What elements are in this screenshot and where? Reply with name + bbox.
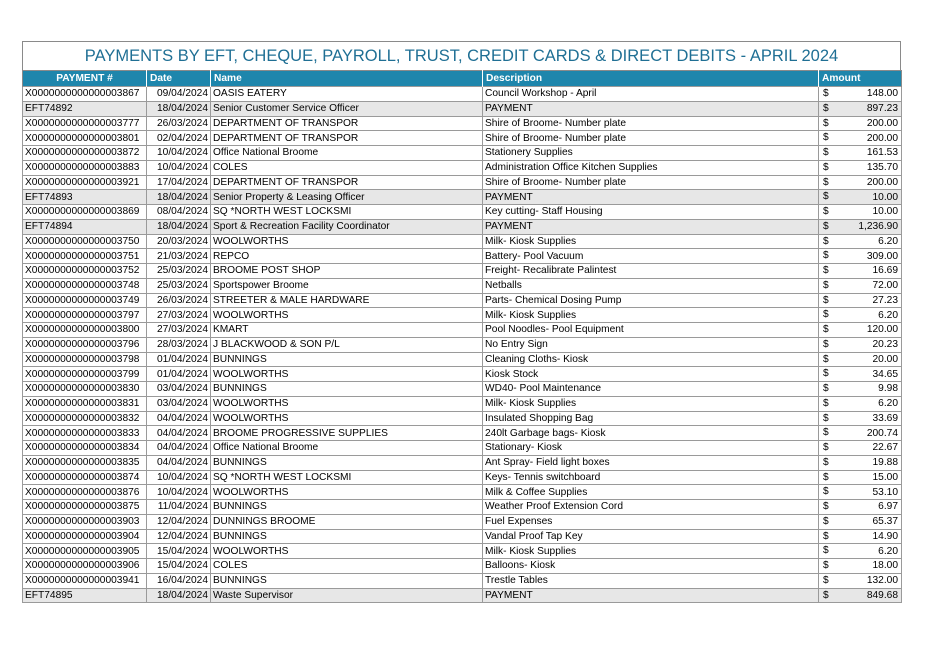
date-cell: 25/03/2024 bbox=[147, 278, 211, 293]
name-cell: BUNNINGS bbox=[211, 455, 483, 470]
payment-cell: X0000000000000003799 bbox=[23, 367, 147, 382]
date-cell: 12/04/2024 bbox=[147, 529, 211, 544]
description-cell: PAYMENT bbox=[483, 219, 819, 234]
table-row bbox=[23, 116, 902, 131]
date-cell: 26/03/2024 bbox=[147, 116, 211, 131]
table-row bbox=[23, 411, 902, 426]
amount-cell bbox=[819, 500, 902, 515]
name-cell: DEPARTMENT OF TRANSPOR bbox=[211, 175, 483, 190]
date-cell: 21/03/2024 bbox=[147, 249, 211, 264]
table-row bbox=[23, 190, 902, 205]
amount-value: 33.69 bbox=[872, 412, 898, 424]
payment-cell: X0000000000000003903 bbox=[23, 514, 147, 529]
currency-symbol: $ bbox=[823, 102, 829, 114]
table-row bbox=[23, 441, 902, 456]
payment-cell: EFT74895 bbox=[23, 588, 147, 603]
table-row bbox=[23, 175, 902, 190]
amount-cell bbox=[819, 234, 902, 249]
amount-value: 20.00 bbox=[872, 353, 898, 365]
amount-cell bbox=[819, 455, 902, 470]
amount-cell bbox=[819, 544, 902, 559]
amount-value: 6.97 bbox=[878, 501, 898, 513]
date-cell: 18/04/2024 bbox=[147, 101, 211, 116]
payment-cell: X0000000000000003798 bbox=[23, 352, 147, 367]
currency-symbol: $ bbox=[823, 206, 829, 217]
payment-cell: X0000000000000003834 bbox=[23, 441, 147, 456]
date-cell: 10/04/2024 bbox=[147, 146, 211, 161]
date-cell: 15/04/2024 bbox=[147, 559, 211, 574]
payment-cell: X0000000000000003749 bbox=[23, 293, 147, 308]
name-cell: BUNNINGS bbox=[211, 352, 483, 367]
date-cell: 28/03/2024 bbox=[147, 337, 211, 352]
description-cell: Vandal Proof Tap Key bbox=[483, 529, 819, 544]
amount-cell bbox=[819, 559, 902, 574]
date-cell: 20/03/2024 bbox=[147, 234, 211, 249]
description-cell: WD40- Pool Maintenance bbox=[483, 382, 819, 397]
name-cell: WOOLWORTHS bbox=[211, 308, 483, 323]
amount-cell bbox=[819, 588, 902, 603]
currency-symbol: $ bbox=[823, 574, 829, 586]
amount-cell bbox=[819, 101, 902, 116]
description-cell: Key cutting- Staff Housing bbox=[483, 205, 819, 220]
description-cell: Milk- Kiosk Supplies bbox=[483, 544, 819, 559]
name-cell: WOOLWORTHS bbox=[211, 411, 483, 426]
currency-symbol: $ bbox=[823, 117, 829, 129]
currency-symbol: $ bbox=[823, 161, 829, 173]
table-body bbox=[23, 87, 902, 603]
amount-cell bbox=[819, 352, 902, 367]
currency-symbol: $ bbox=[823, 368, 829, 380]
description-cell: Fuel Expenses bbox=[483, 514, 819, 529]
currency-symbol: $ bbox=[823, 176, 829, 188]
description-cell: Shire of Broome- Number plate bbox=[483, 175, 819, 190]
name-cell: BROOME PROGRESSIVE SUPPLIES bbox=[211, 426, 483, 441]
amount-value: 148.00 bbox=[866, 88, 898, 100]
table-row bbox=[23, 352, 902, 367]
description-cell: Battery- Pool Vacuum bbox=[483, 249, 819, 264]
description-cell: Parts- Chemical Dosing Pump bbox=[483, 293, 819, 308]
amount-cell bbox=[819, 485, 902, 500]
description-cell: Keys- Tennis switchboard bbox=[483, 470, 819, 485]
amount-cell bbox=[819, 382, 902, 397]
currency-symbol: $ bbox=[823, 383, 829, 394]
amount-value: 53.10 bbox=[872, 486, 898, 498]
payment-cell: X0000000000000003748 bbox=[23, 278, 147, 293]
table-row bbox=[23, 382, 902, 397]
amount-value: 1,236.90 bbox=[858, 221, 898, 233]
amount-value: 22.67 bbox=[872, 442, 898, 454]
amount-value: 6.20 bbox=[878, 235, 898, 247]
amount-value: 120.00 bbox=[866, 324, 898, 336]
description-cell: Freight- Recalibrate Palintest bbox=[483, 264, 819, 279]
name-cell: Office National Broome bbox=[211, 146, 483, 161]
payment-cell: X0000000000000003752 bbox=[23, 264, 147, 279]
table-row bbox=[23, 323, 902, 338]
name-cell: BUNNINGS bbox=[211, 573, 483, 588]
name-cell: Senior Property & Leasing Officer bbox=[211, 190, 483, 205]
amount-value: 849.68 bbox=[866, 589, 898, 601]
page-title: PAYMENTS BY EFT, CHEQUE, PAYROLL, TRUST, CREDIT CARDS & DIRECT DEBITS - APRIL 2024 bbox=[22, 41, 901, 70]
name-cell: WOOLWORTHS bbox=[211, 485, 483, 500]
name-cell: WOOLWORTHS bbox=[211, 396, 483, 411]
currency-symbol: $ bbox=[823, 412, 829, 424]
date-cell: 18/04/2024 bbox=[147, 190, 211, 205]
payment-cell: X0000000000000003800 bbox=[23, 323, 147, 338]
date-cell: 04/04/2024 bbox=[147, 455, 211, 470]
table-row bbox=[23, 337, 902, 352]
column-header-name: Name bbox=[211, 71, 483, 87]
amount-value: 6.20 bbox=[878, 309, 898, 321]
date-cell: 18/04/2024 bbox=[147, 588, 211, 603]
payment-cell: X0000000000000003941 bbox=[23, 573, 147, 588]
currency-symbol: $ bbox=[823, 560, 829, 571]
date-cell: 25/03/2024 bbox=[147, 264, 211, 279]
amount-cell bbox=[819, 529, 902, 544]
amount-cell bbox=[819, 131, 902, 146]
amount-value: 15.00 bbox=[872, 471, 898, 483]
payment-cell: X0000000000000003750 bbox=[23, 234, 147, 249]
payment-cell: X0000000000000003876 bbox=[23, 485, 147, 500]
description-cell: Balloons- Kiosk bbox=[483, 559, 819, 574]
currency-symbol: $ bbox=[823, 545, 829, 557]
currency-symbol: $ bbox=[823, 265, 829, 276]
payment-cell: X0000000000000003777 bbox=[23, 116, 147, 131]
name-cell: COLES bbox=[211, 160, 483, 175]
payment-cell: X0000000000000003883 bbox=[23, 160, 147, 175]
currency-symbol: $ bbox=[823, 427, 829, 439]
description-cell: Cleaning Cloths- Kiosk bbox=[483, 352, 819, 367]
amount-cell bbox=[819, 470, 902, 485]
table-row bbox=[23, 278, 902, 293]
currency-symbol: $ bbox=[823, 191, 829, 203]
date-cell: 01/04/2024 bbox=[147, 352, 211, 367]
table-row bbox=[23, 500, 902, 515]
table-row bbox=[23, 485, 902, 500]
date-cell: 26/03/2024 bbox=[147, 293, 211, 308]
amount-value: 200.00 bbox=[866, 132, 898, 144]
name-cell: REPCO bbox=[211, 249, 483, 264]
currency-symbol: $ bbox=[823, 442, 829, 453]
description-cell: 240lt Garbage bags- Kiosk bbox=[483, 426, 819, 441]
date-cell: 03/04/2024 bbox=[147, 382, 211, 397]
name-cell: BUNNINGS bbox=[211, 500, 483, 515]
amount-value: 897.23 bbox=[866, 103, 898, 115]
currency-symbol: $ bbox=[823, 220, 829, 232]
table-row bbox=[23, 455, 902, 470]
amount-value: 161.53 bbox=[866, 147, 898, 159]
amount-value: 200.00 bbox=[866, 117, 898, 129]
description-cell: Stationery Supplies bbox=[483, 146, 819, 161]
amount-value: 14.90 bbox=[872, 530, 898, 542]
amount-cell bbox=[819, 190, 902, 205]
amount-cell bbox=[819, 205, 902, 220]
amount-value: 9.98 bbox=[878, 383, 898, 395]
name-cell: DUNNINGS BROOME bbox=[211, 514, 483, 529]
currency-symbol: $ bbox=[823, 530, 829, 542]
date-cell: 10/04/2024 bbox=[147, 160, 211, 175]
date-cell: 16/04/2024 bbox=[147, 573, 211, 588]
description-cell: Stationary- Kiosk bbox=[483, 441, 819, 456]
amount-cell bbox=[819, 264, 902, 279]
payments-sheet bbox=[22, 41, 901, 603]
name-cell: SQ *NORTH WEST LOCKSMI bbox=[211, 470, 483, 485]
table-row bbox=[23, 426, 902, 441]
payment-cell: X0000000000000003831 bbox=[23, 396, 147, 411]
date-cell: 03/04/2024 bbox=[147, 396, 211, 411]
description-cell: Shire of Broome- Number plate bbox=[483, 131, 819, 146]
name-cell: BUNNINGS bbox=[211, 382, 483, 397]
header-row bbox=[23, 71, 902, 87]
table-row bbox=[23, 529, 902, 544]
amount-value: 200.74 bbox=[866, 427, 898, 439]
amount-value: 20.23 bbox=[872, 339, 898, 351]
description-cell: Administration Office Kitchen Supplies bbox=[483, 160, 819, 175]
currency-symbol: $ bbox=[823, 486, 829, 498]
date-cell: 04/04/2024 bbox=[147, 411, 211, 426]
amount-cell bbox=[819, 87, 902, 102]
table-row bbox=[23, 146, 902, 161]
name-cell: COLES bbox=[211, 559, 483, 574]
name-cell: WOOLWORTHS bbox=[211, 234, 483, 249]
amount-cell bbox=[819, 514, 902, 529]
payment-cell: X0000000000000003869 bbox=[23, 205, 147, 220]
amount-cell bbox=[819, 367, 902, 382]
amount-value: 27.23 bbox=[872, 294, 898, 306]
table-row bbox=[23, 101, 902, 116]
date-cell: 11/04/2024 bbox=[147, 500, 211, 515]
description-cell: Kiosk Stock bbox=[483, 367, 819, 382]
amount-value: 65.37 bbox=[872, 516, 898, 528]
currency-symbol: $ bbox=[823, 250, 829, 262]
name-cell: Sport & Recreation Facility Coordinator bbox=[211, 219, 483, 234]
amount-value: 16.69 bbox=[872, 265, 898, 277]
currency-symbol: $ bbox=[823, 132, 829, 144]
date-cell: 27/03/2024 bbox=[147, 323, 211, 338]
payment-cell: X0000000000000003796 bbox=[23, 337, 147, 352]
currency-symbol: $ bbox=[823, 294, 829, 306]
column-header-description: Description bbox=[483, 71, 819, 87]
payment-cell: EFT74893 bbox=[23, 190, 147, 205]
name-cell: WOOLWORTHS bbox=[211, 367, 483, 382]
amount-value: 19.88 bbox=[872, 457, 898, 469]
name-cell: BROOME POST SHOP bbox=[211, 264, 483, 279]
payments-table bbox=[22, 70, 902, 603]
payment-cell: X0000000000000003904 bbox=[23, 529, 147, 544]
column-header-date: Date bbox=[147, 71, 211, 87]
payment-cell: X0000000000000003797 bbox=[23, 308, 147, 323]
payment-cell: X0000000000000003872 bbox=[23, 146, 147, 161]
payment-cell: X0000000000000003830 bbox=[23, 382, 147, 397]
payment-cell: X0000000000000003875 bbox=[23, 500, 147, 515]
currency-symbol: $ bbox=[823, 88, 829, 99]
currency-symbol: $ bbox=[823, 515, 829, 527]
description-cell: Insulated Shopping Bag bbox=[483, 411, 819, 426]
description-cell: Trestle Tables bbox=[483, 573, 819, 588]
amount-cell bbox=[819, 219, 902, 234]
description-cell: Shire of Broome- Number plate bbox=[483, 116, 819, 131]
currency-symbol: $ bbox=[823, 147, 829, 158]
amount-value: 10.00 bbox=[872, 191, 898, 203]
amount-value: 135.70 bbox=[866, 162, 898, 174]
table-row bbox=[23, 160, 902, 175]
table-row bbox=[23, 470, 902, 485]
amount-cell bbox=[819, 308, 902, 323]
date-cell: 17/04/2024 bbox=[147, 175, 211, 190]
table-row bbox=[23, 234, 902, 249]
table-row bbox=[23, 588, 902, 603]
amount-value: 34.65 bbox=[872, 368, 898, 380]
amount-value: 132.00 bbox=[866, 575, 898, 587]
payment-cell: X0000000000000003833 bbox=[23, 426, 147, 441]
date-cell: 15/04/2024 bbox=[147, 544, 211, 559]
table-row bbox=[23, 87, 902, 102]
payment-cell: X0000000000000003832 bbox=[23, 411, 147, 426]
payment-cell: X0000000000000003921 bbox=[23, 175, 147, 190]
description-cell: Netballs bbox=[483, 278, 819, 293]
amount-value: 200.00 bbox=[866, 176, 898, 188]
name-cell: J BLACKWOOD & SON P/L bbox=[211, 337, 483, 352]
amount-cell bbox=[819, 441, 902, 456]
date-cell: 01/04/2024 bbox=[147, 367, 211, 382]
currency-symbol: $ bbox=[823, 338, 829, 350]
currency-symbol: $ bbox=[823, 501, 829, 512]
amount-cell bbox=[819, 160, 902, 175]
date-cell: 12/04/2024 bbox=[147, 514, 211, 529]
date-cell: 08/04/2024 bbox=[147, 205, 211, 220]
table-row bbox=[23, 205, 902, 220]
payment-cell: X0000000000000003906 bbox=[23, 559, 147, 574]
table-row bbox=[23, 544, 902, 559]
amount-cell bbox=[819, 426, 902, 441]
currency-symbol: $ bbox=[823, 456, 829, 468]
amount-cell bbox=[819, 175, 902, 190]
currency-symbol: $ bbox=[823, 279, 829, 291]
payment-cell: EFT74892 bbox=[23, 101, 147, 116]
name-cell: BUNNINGS bbox=[211, 529, 483, 544]
table-row bbox=[23, 559, 902, 574]
name-cell: Senior Customer Service Officer bbox=[211, 101, 483, 116]
description-cell: Ant Spray- Field light boxes bbox=[483, 455, 819, 470]
table-row bbox=[23, 367, 902, 382]
date-cell: 18/04/2024 bbox=[147, 219, 211, 234]
amount-value: 18.00 bbox=[872, 560, 898, 572]
amount-cell bbox=[819, 573, 902, 588]
table-row bbox=[23, 131, 902, 146]
table-row bbox=[23, 249, 902, 264]
amount-cell bbox=[819, 337, 902, 352]
description-cell: No Entry Sign bbox=[483, 337, 819, 352]
name-cell: Sportspower Broome bbox=[211, 278, 483, 293]
payment-cell: X0000000000000003801 bbox=[23, 131, 147, 146]
payment-cell: X0000000000000003874 bbox=[23, 470, 147, 485]
description-cell: Council Workshop - April bbox=[483, 87, 819, 102]
currency-symbol: $ bbox=[823, 309, 829, 321]
currency-symbol: $ bbox=[823, 235, 829, 247]
name-cell: SQ *NORTH WEST LOCKSMI bbox=[211, 205, 483, 220]
table-row bbox=[23, 293, 902, 308]
currency-symbol: $ bbox=[823, 324, 829, 335]
table-row bbox=[23, 264, 902, 279]
name-cell: Office National Broome bbox=[211, 441, 483, 456]
description-cell: Milk & Coffee Supplies bbox=[483, 485, 819, 500]
name-cell: STREETER & MALE HARDWARE bbox=[211, 293, 483, 308]
name-cell: OASIS EATERY bbox=[211, 87, 483, 102]
amount-cell bbox=[819, 396, 902, 411]
description-cell: Milk- Kiosk Supplies bbox=[483, 396, 819, 411]
date-cell: 04/04/2024 bbox=[147, 426, 211, 441]
description-cell: PAYMENT bbox=[483, 190, 819, 205]
date-cell: 10/04/2024 bbox=[147, 470, 211, 485]
currency-symbol: $ bbox=[823, 353, 829, 365]
amount-cell bbox=[819, 249, 902, 264]
table-row bbox=[23, 514, 902, 529]
amount-cell bbox=[819, 293, 902, 308]
payment-cell: X0000000000000003867 bbox=[23, 87, 147, 102]
description-cell: Weather Proof Extension Cord bbox=[483, 500, 819, 515]
payment-cell: X0000000000000003905 bbox=[23, 544, 147, 559]
table-row bbox=[23, 573, 902, 588]
amount-cell bbox=[819, 278, 902, 293]
amount-cell bbox=[819, 411, 902, 426]
date-cell: 02/04/2024 bbox=[147, 131, 211, 146]
amount-value: 72.00 bbox=[872, 280, 898, 292]
amount-cell bbox=[819, 116, 902, 131]
table-row bbox=[23, 396, 902, 411]
description-cell: PAYMENT bbox=[483, 101, 819, 116]
name-cell: Waste Supervisor bbox=[211, 588, 483, 603]
name-cell: WOOLWORTHS bbox=[211, 544, 483, 559]
amount-value: 309.00 bbox=[866, 250, 898, 262]
currency-symbol: $ bbox=[823, 589, 829, 601]
column-header-amount: Amount bbox=[819, 71, 902, 87]
amount-value: 6.20 bbox=[878, 398, 898, 410]
date-cell: 27/03/2024 bbox=[147, 308, 211, 323]
payment-cell: X0000000000000003835 bbox=[23, 455, 147, 470]
amount-value: 10.00 bbox=[872, 206, 898, 218]
amount-cell bbox=[819, 323, 902, 338]
date-cell: 10/04/2024 bbox=[147, 485, 211, 500]
amount-value: 6.20 bbox=[878, 545, 898, 557]
description-cell: Milk- Kiosk Supplies bbox=[483, 308, 819, 323]
amount-cell bbox=[819, 146, 902, 161]
payment-cell: EFT74894 bbox=[23, 219, 147, 234]
column-header-payment: PAYMENT # bbox=[23, 71, 147, 87]
description-cell: Milk- Kiosk Supplies bbox=[483, 234, 819, 249]
currency-symbol: $ bbox=[823, 471, 829, 483]
date-cell: 09/04/2024 bbox=[147, 87, 211, 102]
name-cell: DEPARTMENT OF TRANSPOR bbox=[211, 116, 483, 131]
date-cell: 04/04/2024 bbox=[147, 441, 211, 456]
name-cell: DEPARTMENT OF TRANSPOR bbox=[211, 131, 483, 146]
currency-symbol: $ bbox=[823, 397, 829, 409]
name-cell: KMART bbox=[211, 323, 483, 338]
payment-cell: X0000000000000003751 bbox=[23, 249, 147, 264]
description-cell: Pool Noodles- Pool Equipment bbox=[483, 323, 819, 338]
description-cell: PAYMENT bbox=[483, 588, 819, 603]
table-row bbox=[23, 308, 902, 323]
table-row bbox=[23, 219, 902, 234]
